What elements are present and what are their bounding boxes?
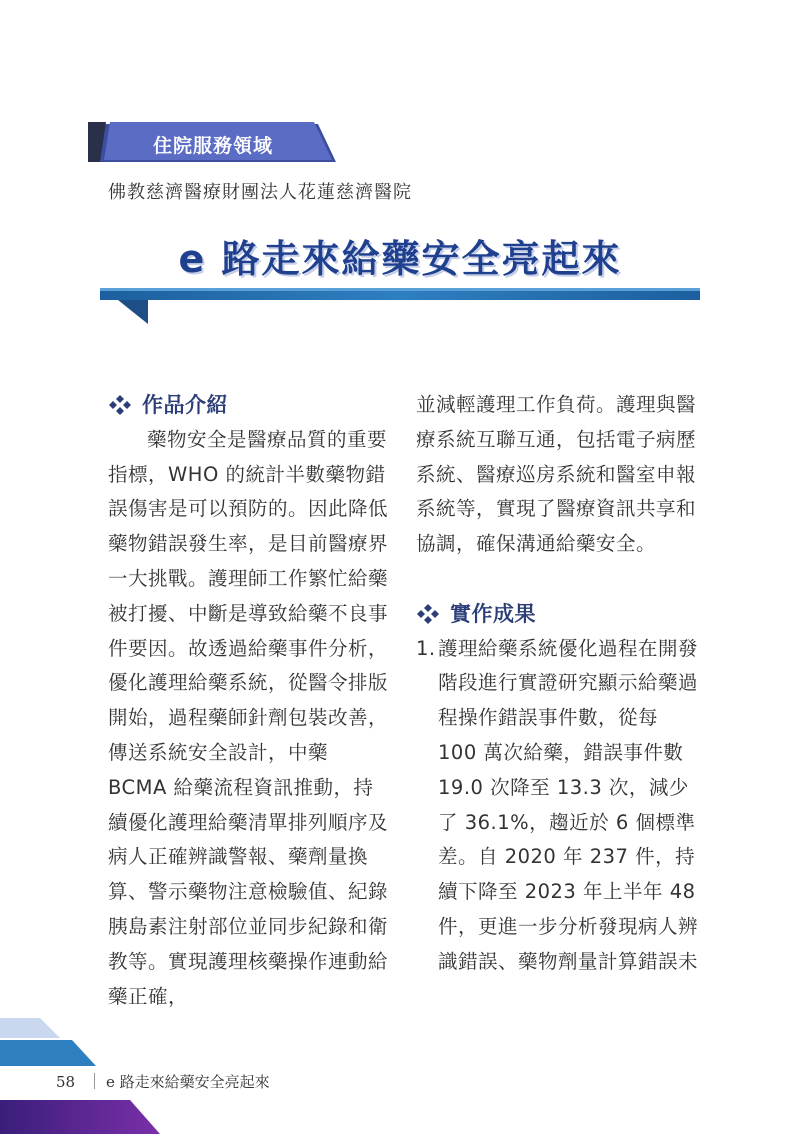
- title-underline: [100, 288, 700, 328]
- footer-divider: [94, 1073, 95, 1089]
- list-item: [416, 632, 698, 980]
- left-column: [108, 388, 388, 1014]
- right-column: [416, 388, 698, 980]
- diamond-bullet-icon: [108, 395, 132, 415]
- section-heading-results: [416, 597, 698, 632]
- hospital-name: 佛教慈濟醫療財團法人花蓮慈濟醫院: [108, 182, 412, 203]
- list-item-number: 1.: [416, 636, 436, 660]
- continued-paragraph: 並減輕護理工作負荷。護理與醫療系統互聯互通，包括電子病歷系統、醫療巡房系統和醫室申報系統等，實現了醫療資訊共享和協調，確保溝通給藥安全。: [416, 393, 697, 556]
- section-title: 作品介紹: [142, 393, 228, 417]
- section-title: 實作成果: [450, 601, 536, 626]
- footer-title: e 路走來給藥安全亮起來: [106, 1073, 270, 1091]
- intro-paragraph: 藥物安全是醫療品質的重要指標，WHO 的統計半數藥物錯誤傷害是可以預防的。因此降低藥物錯誤發生率，是目前醫療界一大挑戰。護理師工作繁忙給藥被打擾、中斷是導致給藥不良事件要因。故透過給藥事件分析，優化護理給藥系統，從醫令排版開始，過程藥師針劑包裝改善，傳送系統安全設計，中藥 BCMA 給藥流程資訊推動，持續優化護理給藥清單排列順序及病人正確辨識警報、藥劑量換算、警示藥物注意檢驗值、紀錄胰島素注射部位並同步紀錄和衛教等。實現護理核藥操作連動給藥正確，: [108, 427, 389, 1008]
- page-title: e 路走來給藥安全亮起來: [178, 237, 622, 281]
- page-number: 58: [56, 1073, 76, 1091]
- section-heading-intro: [108, 388, 388, 423]
- list-item-text: 護理給藥系統優化過程在開發階段進行實證研究顯示給藥過程操作錯誤事件數，從每 100 萬次給藥，錯誤事件數 19.0 次降至 13.3 次，減少了 36.1%，趨近於 6 個標準差。自 2020 年 237 件，持續下降至 2023 年上半年 48 件，更進一步分析發現病人辨識錯誤、藥物劑量計算錯誤未: [438, 636, 699, 973]
- category-label: 住院服務領域: [152, 135, 273, 157]
- diamond-bullet-icon: [416, 604, 440, 624]
